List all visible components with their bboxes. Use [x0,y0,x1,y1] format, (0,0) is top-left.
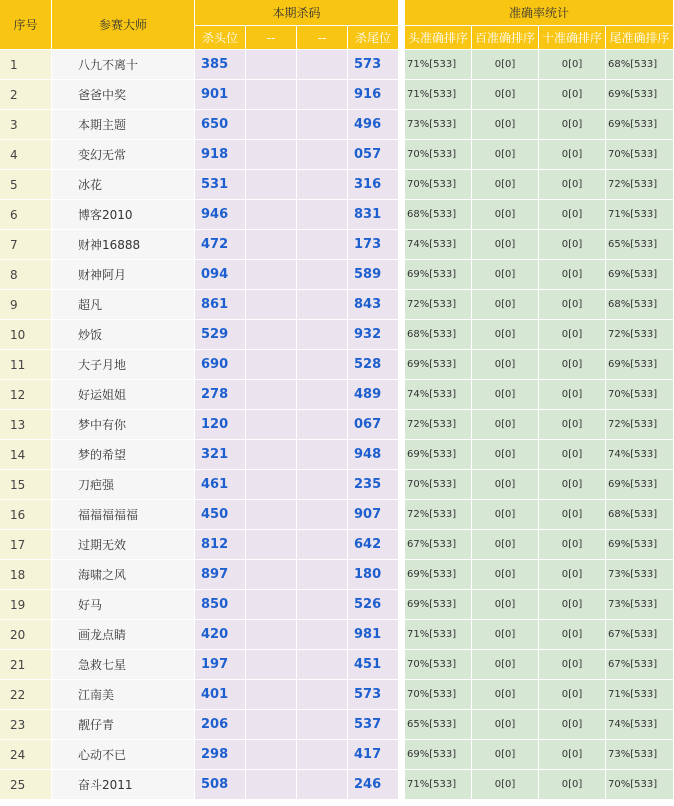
stat-ten: 0[0] [539,50,606,80]
empty-cell [297,110,348,140]
kill-head-value: 120 [195,410,246,440]
kill-tail-value: 057 [348,140,399,170]
master-name: 刀疤强 [52,470,195,500]
stat-hundred: 0[0] [472,440,539,470]
table-row [0,80,674,110]
table-row [0,410,674,440]
row-seq: 24 [0,740,52,770]
empty-cell [297,140,348,170]
master-name: 好运姐姐 [52,380,195,410]
header-dash-1: -- [246,26,297,50]
stat-hundred: 0[0] [472,230,539,260]
empty-cell [246,470,297,500]
stat-hundred: 0[0] [472,770,539,800]
row-seq: 20 [0,620,52,650]
header-kill-head: 杀头位 [195,26,246,50]
stat-ten: 0[0] [539,680,606,710]
table-row [0,320,674,350]
stat-head: 69%[533] [405,260,472,290]
empty-cell [297,170,348,200]
empty-cell [297,380,348,410]
empty-cell [297,200,348,230]
table-row [0,770,674,800]
kill-tail-value: 528 [348,350,399,380]
row-seq: 12 [0,380,52,410]
kill-head-value: 897 [195,560,246,590]
kill-head-value: 385 [195,50,246,80]
stat-hundred: 0[0] [472,260,539,290]
row-seq: 13 [0,410,52,440]
stat-tail: 73%[533] [606,740,674,770]
stat-head: 72%[533] [405,500,472,530]
kill-head-value: 420 [195,620,246,650]
stat-tail: 71%[533] [606,680,674,710]
row-seq: 10 [0,320,52,350]
header-master: 参赛大师 [52,0,195,50]
empty-cell [246,80,297,110]
stat-hundred: 0[0] [472,380,539,410]
stat-head: 70%[533] [405,140,472,170]
kill-tail-value: 180 [348,560,399,590]
kill-tail-value: 526 [348,590,399,620]
header-rank-head: 头准确排序 [405,26,472,50]
master-name: 超凡 [52,290,195,320]
stat-tail: 68%[533] [606,500,674,530]
table-row [0,620,674,650]
kill-head-value: 901 [195,80,246,110]
master-name: 靓仔青 [52,710,195,740]
kill-head-value: 450 [195,500,246,530]
table-row [0,230,674,260]
stat-tail: 68%[533] [606,290,674,320]
row-seq: 6 [0,200,52,230]
master-name: 画龙点睛 [52,620,195,650]
empty-cell [297,260,348,290]
stat-ten: 0[0] [539,440,606,470]
master-name: 好马 [52,590,195,620]
kill-tail-value: 067 [348,410,399,440]
stat-hundred: 0[0] [472,290,539,320]
kill-head-value: 206 [195,710,246,740]
empty-cell [297,740,348,770]
table-row [0,500,674,530]
kill-tail-value: 246 [348,770,399,800]
stat-head: 69%[533] [405,590,472,620]
stat-head: 70%[533] [405,470,472,500]
stat-head: 71%[533] [405,770,472,800]
empty-cell [297,590,348,620]
kill-head-value: 278 [195,380,246,410]
empty-cell [246,380,297,410]
kill-tail-value: 831 [348,200,399,230]
table-row [0,170,674,200]
table-row [0,650,674,680]
kill-head-value: 531 [195,170,246,200]
master-name: 过期无效 [52,530,195,560]
empty-cell [297,410,348,440]
stat-tail: 74%[533] [606,440,674,470]
kill-tail-value: 417 [348,740,399,770]
empty-cell [297,80,348,110]
empty-cell [297,50,348,80]
stat-hundred: 0[0] [472,140,539,170]
stat-ten: 0[0] [539,560,606,590]
stat-hundred: 0[0] [472,470,539,500]
master-name: 炒饭 [52,320,195,350]
stat-head: 69%[533] [405,350,472,380]
kill-tail-value: 316 [348,170,399,200]
stat-tail: 69%[533] [606,260,674,290]
row-seq: 16 [0,500,52,530]
kill-tail-value: 489 [348,380,399,410]
stat-head: 71%[533] [405,620,472,650]
row-seq: 5 [0,170,52,200]
empty-cell [246,770,297,800]
empty-cell [246,140,297,170]
stat-ten: 0[0] [539,380,606,410]
kill-head-value: 401 [195,680,246,710]
row-seq: 19 [0,590,52,620]
stat-hundred: 0[0] [472,530,539,560]
stat-ten: 0[0] [539,620,606,650]
stat-head: 70%[533] [405,650,472,680]
stat-head: 71%[533] [405,50,472,80]
kill-head-value: 861 [195,290,246,320]
master-name: 大子月地 [52,350,195,380]
master-name: 急救七星 [52,650,195,680]
kill-tail-value: 948 [348,440,399,470]
kill-head-value: 690 [195,350,246,380]
kill-head-value: 650 [195,110,246,140]
empty-cell [297,440,348,470]
stat-tail: 73%[533] [606,590,674,620]
empty-cell [246,50,297,80]
stat-ten: 0[0] [539,140,606,170]
empty-cell [246,680,297,710]
table-row [0,110,674,140]
empty-cell [246,710,297,740]
master-name: 海啸之风 [52,560,195,590]
kill-head-value: 946 [195,200,246,230]
kill-tail-value: 981 [348,620,399,650]
stat-tail: 70%[533] [606,140,674,170]
row-seq: 14 [0,440,52,470]
stat-head: 69%[533] [405,560,472,590]
header-kill-group: 本期杀码 [195,0,399,26]
stat-ten: 0[0] [539,350,606,380]
empty-cell [246,650,297,680]
row-seq: 9 [0,290,52,320]
empty-cell [246,230,297,260]
table-row [0,140,674,170]
stat-tail: 72%[533] [606,320,674,350]
row-seq: 15 [0,470,52,500]
stat-hundred: 0[0] [472,320,539,350]
empty-cell [297,470,348,500]
master-name: 爸爸中奖 [52,80,195,110]
master-name: 梦中有你 [52,410,195,440]
stat-ten: 0[0] [539,710,606,740]
stat-hundred: 0[0] [472,650,539,680]
stat-ten: 0[0] [539,500,606,530]
master-name: 本期主题 [52,110,195,140]
stat-ten: 0[0] [539,530,606,560]
stat-head: 69%[533] [405,440,472,470]
table-row [0,560,674,590]
master-name: 冰花 [52,170,195,200]
stat-hundred: 0[0] [472,200,539,230]
master-name: 心动不已 [52,740,195,770]
stat-tail: 69%[533] [606,80,674,110]
header-seq: 序号 [0,0,52,50]
empty-cell [246,530,297,560]
kill-tail-value: 173 [348,230,399,260]
stat-ten: 0[0] [539,260,606,290]
kill-tail-value: 451 [348,650,399,680]
empty-cell [297,530,348,560]
stat-ten: 0[0] [539,650,606,680]
kill-tail-value: 573 [348,50,399,80]
stat-tail: 74%[533] [606,710,674,740]
row-seq: 22 [0,680,52,710]
table-row [0,590,674,620]
table-row [0,470,674,500]
kill-tail-value: 573 [348,680,399,710]
stat-ten: 0[0] [539,290,606,320]
stat-head: 74%[533] [405,380,472,410]
stat-ten: 0[0] [539,110,606,140]
empty-cell [246,110,297,140]
kill-head-value: 472 [195,230,246,260]
kill-head-value: 094 [195,260,246,290]
empty-cell [297,560,348,590]
stat-head: 67%[533] [405,530,472,560]
header-stats-group: 准确率统计 [405,0,674,26]
empty-cell [246,560,297,590]
empty-cell [297,650,348,680]
stat-hundred: 0[0] [472,680,539,710]
header-kill-tail: 杀尾位 [348,26,399,50]
stat-head: 65%[533] [405,710,472,740]
row-seq: 17 [0,530,52,560]
empty-cell [297,230,348,260]
kill-head-value: 812 [195,530,246,560]
master-name: 博客2010 [52,200,195,230]
empty-cell [297,620,348,650]
stat-tail: 67%[533] [606,620,674,650]
table-row [0,530,674,560]
table-row [0,50,674,80]
kill-head-value: 529 [195,320,246,350]
row-seq: 8 [0,260,52,290]
stat-hundred: 0[0] [472,410,539,440]
stat-ten: 0[0] [539,320,606,350]
master-name: 梦的希望 [52,440,195,470]
stat-tail: 70%[533] [606,770,674,800]
row-seq: 7 [0,230,52,260]
empty-cell [246,620,297,650]
master-name: 变幻无常 [52,140,195,170]
header-rank-ten: 十准确排序 [539,26,606,50]
kill-tail-value: 907 [348,500,399,530]
empty-cell [246,290,297,320]
stat-hundred: 0[0] [472,110,539,140]
master-name: 福福福福福 [52,500,195,530]
kill-tail-value: 235 [348,470,399,500]
stat-hundred: 0[0] [472,500,539,530]
stat-tail: 69%[533] [606,350,674,380]
kill-head-value: 508 [195,770,246,800]
header-rank-tail: 尾准确排序 [606,26,674,50]
kill-tail-value: 496 [348,110,399,140]
kill-tail-value: 843 [348,290,399,320]
stat-ten: 0[0] [539,170,606,200]
stat-head: 73%[533] [405,110,472,140]
stat-ten: 0[0] [539,80,606,110]
kill-tail-value: 589 [348,260,399,290]
empty-cell [246,500,297,530]
row-seq: 21 [0,650,52,680]
stat-ten: 0[0] [539,470,606,500]
stat-tail: 72%[533] [606,410,674,440]
table-row [0,380,674,410]
kill-head-value: 918 [195,140,246,170]
stat-hundred: 0[0] [472,590,539,620]
stat-head: 71%[533] [405,80,472,110]
stat-tail: 71%[533] [606,200,674,230]
row-seq: 18 [0,560,52,590]
stat-head: 68%[533] [405,200,472,230]
stat-ten: 0[0] [539,590,606,620]
row-seq: 4 [0,140,52,170]
stat-head: 72%[533] [405,410,472,440]
kill-tail-value: 932 [348,320,399,350]
row-seq: 2 [0,80,52,110]
table-row [0,710,674,740]
stat-head: 70%[533] [405,680,472,710]
stat-tail: 73%[533] [606,560,674,590]
stat-hundred: 0[0] [472,740,539,770]
master-name: 江南美 [52,680,195,710]
row-seq: 1 [0,50,52,80]
kill-tail-value: 916 [348,80,399,110]
stat-ten: 0[0] [539,740,606,770]
table-row [0,260,674,290]
stat-tail: 67%[533] [606,650,674,680]
table-row [0,680,674,710]
empty-cell [297,320,348,350]
stat-hundred: 0[0] [472,80,539,110]
empty-cell [246,590,297,620]
kill-head-value: 197 [195,650,246,680]
empty-cell [246,410,297,440]
stat-tail: 68%[533] [606,50,674,80]
stat-hundred: 0[0] [472,710,539,740]
row-seq: 23 [0,710,52,740]
stat-head: 68%[533] [405,320,472,350]
row-seq: 3 [0,110,52,140]
empty-cell [246,320,297,350]
empty-cell [246,170,297,200]
master-name: 财神16888 [52,230,195,260]
empty-cell [297,500,348,530]
kill-tail-value: 642 [348,530,399,560]
stat-ten: 0[0] [539,770,606,800]
stat-tail: 69%[533] [606,110,674,140]
kill-head-value: 298 [195,740,246,770]
stat-head: 74%[533] [405,230,472,260]
empty-cell [297,770,348,800]
table-row [0,290,674,320]
empty-cell [246,350,297,380]
master-name: 八九不离十 [52,50,195,80]
stat-hundred: 0[0] [472,560,539,590]
empty-cell [297,710,348,740]
stat-ten: 0[0] [539,410,606,440]
kill-head-value: 321 [195,440,246,470]
header-rank-hundred: 百准确排序 [472,26,539,50]
empty-cell [246,200,297,230]
master-name: 财神阿月 [52,260,195,290]
kill-tail-value: 537 [348,710,399,740]
stat-hundred: 0[0] [472,350,539,380]
stat-hundred: 0[0] [472,50,539,80]
empty-cell [246,440,297,470]
table-row [0,350,674,380]
kill-head-value: 850 [195,590,246,620]
stat-tail: 69%[533] [606,470,674,500]
table-row [0,200,674,230]
stat-hundred: 0[0] [472,620,539,650]
stat-tail: 70%[533] [606,380,674,410]
stat-head: 69%[533] [405,740,472,770]
empty-cell [246,740,297,770]
empty-cell [246,260,297,290]
row-seq: 25 [0,770,52,800]
stat-tail: 72%[533] [606,170,674,200]
stat-head: 72%[533] [405,290,472,320]
stat-tail: 69%[533] [606,530,674,560]
master-name: 奋斗2011 [52,770,195,800]
header-dash-2: -- [297,26,348,50]
stat-ten: 0[0] [539,200,606,230]
empty-cell [297,350,348,380]
table-row [0,740,674,770]
stat-hundred: 0[0] [472,170,539,200]
table-row [0,440,674,470]
empty-cell [297,290,348,320]
stat-head: 70%[533] [405,170,472,200]
empty-cell [297,680,348,710]
kill-head-value: 461 [195,470,246,500]
stat-ten: 0[0] [539,230,606,260]
stat-tail: 65%[533] [606,230,674,260]
row-seq: 11 [0,350,52,380]
